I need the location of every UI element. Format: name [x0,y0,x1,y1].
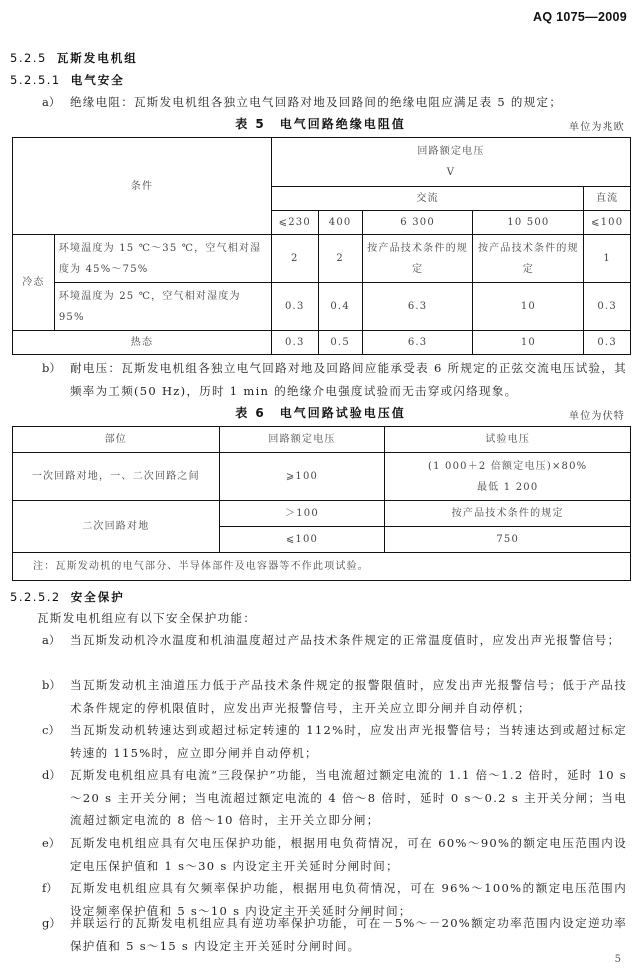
col-header: 10 500 [473,211,584,235]
value-cell: 10 [473,331,584,355]
value-cell: 10 [473,283,584,331]
header-dc: 直流 [584,187,631,211]
part-cell: 二次回路对地 [13,501,220,553]
value-cell: 按产品技术条件的规定 [473,235,584,283]
section-title: 电气安全 [70,73,125,87]
item-label: e） [42,836,61,850]
condition-cell: 环境温度为 25 ℃，空气相对湿度为 95% [54,283,271,331]
header-condition: 条件 [13,138,272,235]
section-5-2-5-2 [10,589,125,605]
item-text: 瓦斯发电机组应具有欠频率保护功能，根据用电负荷情况，可在 96%～100%的额定电压范围内设定频率保护值和 5 s～10 s 内设定主开关延时分闸时间； [70,881,627,918]
section-number: 5.2.5.2 [10,590,61,604]
list-item [37,629,627,652]
item-label: c） [42,723,60,737]
table-insulation-resistance [12,137,631,355]
voltage-cell: ⩾100 [219,453,385,501]
col-header: ⩽230 [271,211,318,235]
table-row [13,235,631,283]
test-voltage-cell: 750 [385,527,631,553]
item-text: 并联运行的瓦斯发电机组应具有逆功率保护功能，可在－5%～－20%额定功率范围内设定逆功率保护值和 5 s～15 s 内设定主开关延时分闸时间。 [70,916,627,953]
list-item [37,719,627,764]
value-cell: 2 [271,235,318,283]
item-text: 耐电压：瓦斯发电机组各独立电气回路对地及回路间应能承受表 6 所规定的正弦交流电压试验，其频率为工频(50 Hz)，历时 1 min 的绝缘介电强度试验而无击穿或闪络现象。 [70,361,627,398]
table5-unit: 单位为兆欧 [569,122,625,133]
voltage-cell: ⩽100 [219,527,385,553]
item-text: 当瓦斯发动机主油道压力低于产品技术条件规定的报警限值时，应发出声光报警信号；低于产品技术条件规定的停机限值时，应发出声光报警信号，主开关应立即分闸并自动停机； [70,678,627,715]
item-label: b） [42,361,61,375]
test-voltage-cell: 按产品技术条件的规定 [385,501,631,527]
header-rated-voltage: 回路额定电压 [219,427,385,453]
test-voltage-minimum: 最低 1 200 [476,481,539,493]
value-cell: 6.3 [362,283,473,331]
list-item [37,764,627,832]
table-test-voltage [12,426,631,581]
value-cell: 按产品技术条件的规定 [362,235,473,283]
col-header: 6 300 [362,211,473,235]
test-voltage-formula: (1 000＋2 倍额定电压)×80% [427,460,588,472]
header-ac: 交流 [271,187,583,211]
item-label: a） [42,633,61,647]
value-cell: 2 [318,235,362,283]
table-row [13,453,631,501]
table-row [13,331,631,355]
protection-intro: 瓦斯发电机组应有以下安全保护功能： [37,611,257,625]
col-header: ⩽100 [584,211,631,235]
voltage-cell: ＞100 [219,501,385,527]
item-label: f） [42,881,58,895]
item-label: g） [42,916,61,930]
section-5-2-5 [10,50,138,66]
section-number: 5.2.5 [10,51,47,65]
header-test-voltage: 试验电压 [385,427,631,453]
part-cell: 一次回路对地，一、二次回路之间 [13,453,220,501]
cold-state-label: 冷态 [13,235,55,331]
header-rated-voltage [271,138,630,187]
value-cell: 6.3 [362,331,473,355]
list-item [37,357,627,402]
value-cell: 0.3 [584,283,631,331]
item-text: 瓦斯发电机组应具有欠电压保护功能，根据用电负荷情况，可在 60%～90%的额定电压范围内设定电压保护值和 1 s～30 s 内设定主开关延时分闸时间； [70,836,627,873]
test-voltage-cell [385,453,631,501]
list-item [37,912,627,957]
section-5-2-5-1 [10,72,125,88]
list-item [37,832,627,877]
value-cell: 0.5 [318,331,362,355]
table-row [13,283,631,331]
item-text: 瓦斯发电机组应具有电流“三段保护”功能，当电流超过额定电流的 1.1 倍～1.2 倍时，延时 10 s～20 s 主开关分闸；当电流超过额定电流的 4 倍～8 倍时，延时 0 s～0.2 s 主开关分闸；当电流超过额定电流的 8 倍～10 倍时，主开关立即分闸； [70,768,627,827]
hot-state-label: 热态 [13,331,272,355]
table-row [13,501,631,527]
table6-unit: 单位为伏特 [569,411,625,422]
item-label: d） [42,768,61,782]
header-rated-voltage-label: 回路额定电压 [417,146,485,157]
value-cell: 0.4 [318,283,362,331]
section-title: 安全保护 [70,590,125,604]
value-cell: 1 [584,235,631,283]
value-cell: 0.3 [584,331,631,355]
header-part: 部位 [13,427,220,453]
condition-cell: 环境温度为 15 ℃～35 ℃，空气相对湿度为 45%～75% [54,235,271,283]
item-text: 当瓦斯发动机冷水温度和机油温度超过产品技术条件规定的正常温度值时，应发出声光报警信号； [70,633,621,647]
item-label: a） [42,95,61,109]
list-item [37,91,627,114]
section-title: 瓦斯发电机组 [56,51,138,65]
list-item [37,674,627,719]
table-note: 注：瓦斯发动机的电气部分、半导体部件及电容器等不作此项试验。 [13,553,631,581]
value-cell: 0.3 [271,283,318,331]
document-code: AQ 1075—2009 [533,10,627,24]
col-header: 400 [318,211,362,235]
table6-caption: 表 6 电气回路试验电压值 [235,406,406,420]
item-label: b） [42,678,61,692]
section-number: 5.2.5.1 [10,73,61,87]
table5-caption: 表 5 电气回路绝缘电阻值 [235,117,406,131]
value-cell: 0.3 [271,331,318,355]
page-number: 5 [614,954,621,965]
item-text: 当瓦斯发动机转速达到或超过标定转速的 112%时，应发出声光报警信号；当转速达到或超过标定转速的 115%时，应立即分闸并自动停机； [70,723,627,760]
item-text: 绝缘电阻：瓦斯发电机组各独立电气回路对地及回路间的绝缘电阻应满足表 5 的规定； [70,95,563,109]
header-voltage-unit: V [446,167,456,178]
